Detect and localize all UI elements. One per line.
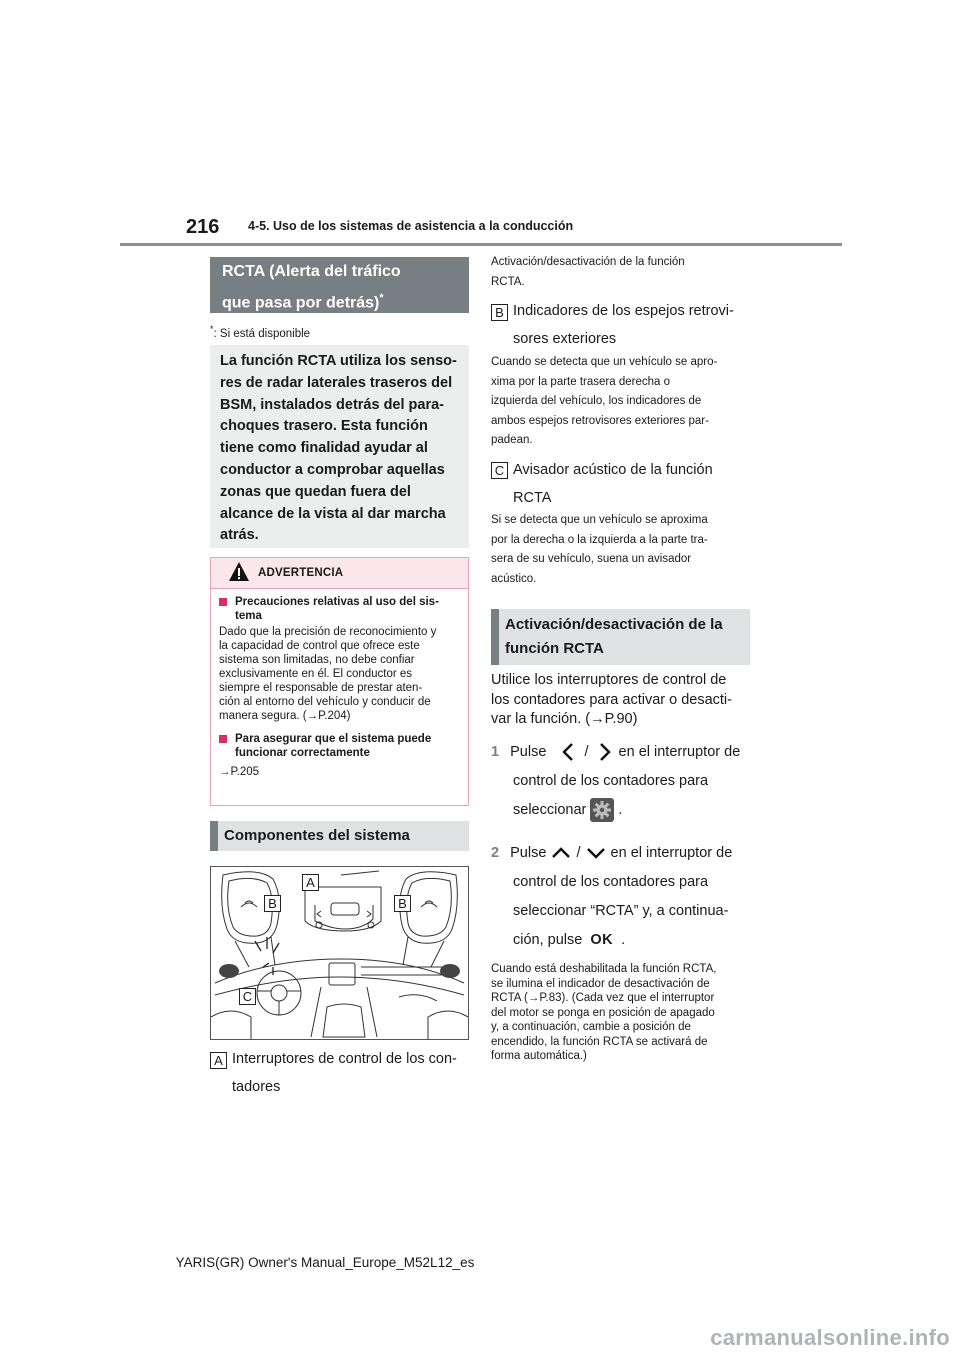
bullet-square [219, 735, 227, 743]
section-title: 4-5. Uso de los sistemas de asistencia a la conducción [248, 219, 574, 233]
step-2-number: 2 [491, 845, 500, 861]
intro-box: La función RCTA utiliza los senso- res de radar laterales traseros del BSM, instalados detrás del para- choques trasero. Esta función tiene como finalidad ayudar al conductor a comprobar aquellas zonas que quedan fuera del alcance de la vista al dar marcha atrás. [210, 345, 469, 548]
warning-item-correct-operation: Para asegurar que el sistema puede funcionar correctamente [219, 732, 460, 760]
bullet-square [219, 598, 227, 606]
warning-box [210, 557, 469, 806]
footer-manual-id: YARIS(GR) Owner's Manual_Europe_M52L12_es [175, 1255, 475, 1270]
warning-reference: →P.205 [219, 766, 260, 778]
header-rule [120, 243, 842, 246]
dashboard-illustration [210, 866, 469, 1040]
deactivation-note: Cuando está deshabilitada la función RCTA, se ilumina el indicador de desactivación de RCTA (→P.83). (Cada vez que el interruptor del motor se ponga en posición de apagado y, a continuación, cambie a posición de encendido, la función RCTA se activará de forma automática.) [491, 963, 717, 1062]
warning-triangle-icon [228, 561, 250, 583]
warning-title: ADVERTENCIA [258, 567, 344, 579]
components-heading: Componentes del sistema [210, 821, 469, 851]
watermark: carmanualsonline.info [710, 1325, 950, 1350]
illustration-label-a: A [302, 874, 319, 891]
rcta-heading: RCTA (Alerta del tráfico que pasa por detrás)* [210, 257, 469, 313]
item-b-letter: B [491, 304, 508, 321]
warning-item-precautions: Precauciones relativas al uso del sis- tema [219, 595, 460, 623]
warning-item-precautions-text: Dado que la precisión de reconocimiento y la capacidad de control que ofrece este sistema son limitadas, no debe confiar exclusivamente en él. El conductor es siempre el responsable de prestar aten- ción al entorno del vehículo y conducir de manera segura. (→P.204) [219, 626, 437, 722]
settings-gear-icon [590, 798, 614, 822]
page-number: 216 [186, 216, 220, 238]
item-a-letter: A [210, 1052, 227, 1069]
chevron-down-icon [585, 844, 607, 862]
chevron-up-icon [550, 844, 572, 862]
illustration-label-b-left: B [264, 895, 281, 912]
activation-heading: Activación/desactivación de la función RCTA [491, 609, 750, 665]
item-c-letter: C [491, 462, 508, 479]
step-2: 2 Pulse / en el interruptor de control de los contadores para seleccionar “RCTA” y, a continua- ción, pulse OK . [491, 845, 733, 948]
illustration-label-b-right: B [394, 895, 411, 912]
item-c-title: Avisador acústico de la función RCTA [513, 462, 713, 506]
item-c-description: Si se detecta que un vehículo se aproxima por la derecha o la izquierda a la parte tra- sera de su vehículo, suena un avisador acústico. [491, 514, 708, 585]
activation-intro: Utilice los interruptores de control de los contadores para activar o desacti- var la función. (→P.90) [491, 672, 732, 727]
chevron-left-icon [558, 741, 580, 763]
illustration-label-c: C [239, 988, 256, 1005]
ok-button-icon: OK [590, 932, 614, 948]
item-b-description: Cuando se detecta que un vehículo se apro- xima por la parte trasera derecha o izquierda del vehículo, los indicadores de ambos espejos retrovisores exteriores par- padean. [491, 356, 718, 446]
step-1-number: 1 [491, 744, 500, 760]
warning-header [211, 558, 468, 589]
item-b-title: Indicadores de los espejos retrovi- sores exteriores [513, 303, 734, 347]
chevron-right-icon [593, 741, 615, 763]
step-1: 1 Pulse / en el interruptor de control de los contadores para seleccionar . [491, 738, 740, 825]
item-a-title: Interruptores de control de los con- tadores [232, 1051, 457, 1095]
dashboard-drawing [211, 867, 468, 1039]
footnote: *: Si está disponible [210, 324, 311, 340]
item-a-description: Activación/desactivación de la función RCTA. [491, 256, 685, 288]
